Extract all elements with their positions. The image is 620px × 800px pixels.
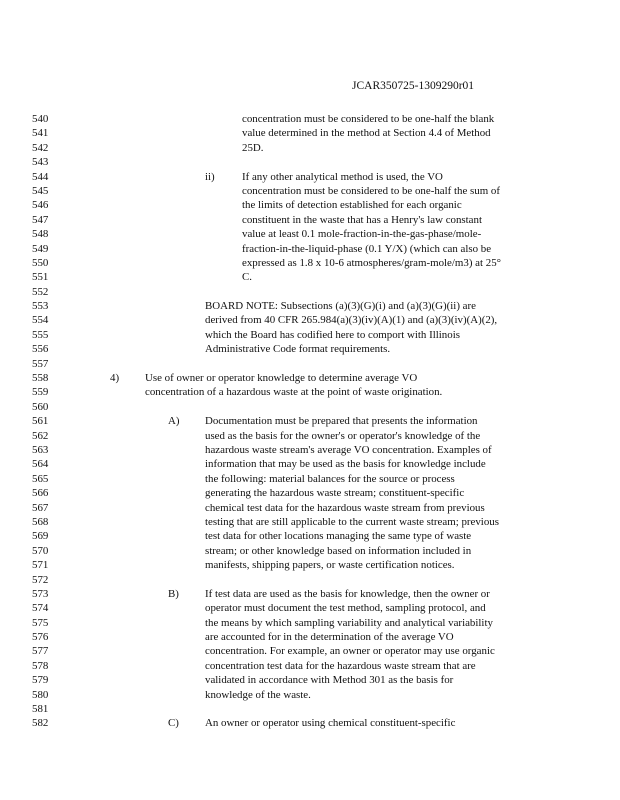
- line-text: are accounted for in the determination of the average VO: [205, 631, 454, 644]
- line-number: 582: [32, 717, 49, 730]
- subsection-label: 4): [110, 372, 120, 385]
- document-line: [0, 429, 620, 443]
- line-text: test data for other locations managing the same type of waste: [205, 530, 472, 543]
- line-text: validated in accordance with Method 301 as the basis for: [205, 674, 454, 687]
- line-number: 547: [32, 213, 49, 226]
- document-line: [0, 659, 620, 673]
- document-line: [0, 457, 620, 471]
- document-line: [0, 126, 620, 140]
- document-line: [0, 529, 620, 543]
- line-text: which the Board has codified here to comport with Illinois: [205, 328, 460, 341]
- line-number: 551: [32, 271, 49, 284]
- line-text: information that may be used as the basis for knowledge include: [205, 458, 486, 471]
- line-text: constituent in the waste that has a Henry's law constant: [242, 213, 482, 226]
- line-number: 560: [32, 400, 49, 413]
- line-number: 540: [32, 113, 49, 125]
- line-number: 552: [32, 285, 49, 298]
- line-number: 568: [32, 515, 49, 528]
- document-line: [0, 141, 620, 155]
- document-line: [0, 371, 620, 385]
- line-number: 561: [32, 415, 49, 428]
- line-text: testing that are still applicable to the current waste stream; previous: [205, 515, 499, 528]
- line-number: 543: [32, 156, 49, 169]
- document-line: [0, 112, 620, 126]
- line-text: the limits of detection established for each organic: [242, 199, 462, 212]
- line-text: derived from 40 CFR 265.984(a)(3)(iv)(A)(1) and (a)(3)(iv)(A)(2),: [205, 314, 498, 327]
- line-number: 575: [32, 616, 49, 629]
- document-line: [0, 702, 620, 716]
- document-line: [0, 587, 620, 601]
- line-number: 574: [32, 602, 49, 615]
- line-text: chemical test data for the hazardous waste stream from previous: [205, 501, 485, 514]
- line-number: 557: [32, 357, 49, 370]
- line-text: the following: material balances for the source or process: [205, 472, 455, 485]
- line-text: expressed as 1.8 x 10-6 atmospheres/gram-mole/m3) at 25°: [242, 256, 502, 269]
- line-number: 569: [32, 530, 49, 543]
- line-number: 572: [32, 573, 49, 586]
- document-line: [0, 328, 620, 342]
- line-text: concentration. For example, an owner or operator may use organic: [205, 645, 495, 658]
- document-line: [0, 256, 620, 270]
- line-text: If any other analytical method is used, the VO: [242, 170, 443, 183]
- document-line: [0, 616, 620, 630]
- line-text: manifests, shipping papers, or waste certification notices.: [205, 559, 455, 572]
- line-text: fraction-in-the-liquid-phase (0.1 Y/X) (which can also be: [242, 242, 492, 255]
- line-text: BOARD NOTE: Subsections (a)(3)(G)(i) and (a)(3)(G)(ii) are: [205, 300, 476, 313]
- document-line: [0, 716, 620, 730]
- document-line: [0, 285, 620, 299]
- line-text: stream; or other knowledge based on information included in: [205, 544, 472, 557]
- document-line: [0, 313, 620, 327]
- line-text: Administrative Code format requirements.: [205, 343, 391, 356]
- document-line: [0, 155, 620, 169]
- line-number: 563: [32, 443, 49, 456]
- document-line: [0, 573, 620, 587]
- line-number: 542: [32, 141, 49, 154]
- line-number: 571: [32, 559, 49, 572]
- line-text: knowledge of the waste.: [205, 688, 311, 701]
- line-text: Use of owner or operator knowledge to determine average VO: [145, 372, 418, 385]
- document-line: [0, 170, 620, 184]
- document-line: [0, 515, 620, 529]
- document-line: [0, 357, 620, 371]
- line-number: 565: [32, 472, 49, 485]
- line-number: 573: [32, 587, 49, 600]
- line-number: 549: [32, 242, 49, 255]
- line-text: operator must document the test method, sampling protocol, and: [205, 602, 486, 615]
- document-line: [0, 472, 620, 486]
- document-body: [0, 112, 620, 731]
- document-line: [0, 601, 620, 615]
- line-number: 559: [32, 386, 49, 399]
- document-line: [0, 299, 620, 313]
- line-number: 558: [32, 372, 49, 385]
- line-text: concentration test data for the hazardous waste stream that are: [205, 659, 476, 672]
- document-line: [0, 270, 620, 284]
- subsection-label: ii): [205, 170, 215, 183]
- line-number: 581: [32, 703, 49, 716]
- line-number: 555: [32, 328, 49, 341]
- subsection-label: C): [168, 717, 179, 730]
- line-number: 546: [32, 199, 49, 212]
- line-number: 576: [32, 631, 49, 644]
- document-line: [0, 544, 620, 558]
- line-text: 25D.: [242, 141, 264, 154]
- line-number: 577: [32, 645, 49, 658]
- document-line: [0, 242, 620, 256]
- line-text: concentration must be considered to be one-half the sum of: [242, 184, 500, 197]
- line-text: An owner or operator using chemical constituent-specific: [205, 717, 456, 730]
- document-line: [0, 558, 620, 572]
- line-number: 578: [32, 659, 49, 672]
- line-text: hazardous waste stream's average VO concentration. Examples of: [205, 443, 492, 456]
- document-line: [0, 443, 620, 457]
- document-line: [0, 673, 620, 687]
- document-line: [0, 213, 620, 227]
- document-line: [0, 342, 620, 356]
- document-line: [0, 644, 620, 658]
- line-number: 570: [32, 544, 49, 557]
- document-line: [0, 486, 620, 500]
- line-number: 567: [32, 501, 49, 514]
- line-number: 564: [32, 458, 49, 471]
- document-line: [0, 630, 620, 644]
- document-id: JCAR350725-1309290r01: [352, 80, 475, 92]
- line-text: Documentation must be prepared that presents the information: [205, 415, 478, 428]
- line-text: generating the hazardous waste stream; constituent-specific: [205, 487, 465, 500]
- line-text: the means by which sampling variability and analytical variability: [205, 616, 493, 629]
- document-line: [0, 385, 620, 399]
- line-text: value at least 0.1 mole-fraction-in-the-gas-phase/mole-: [242, 228, 482, 241]
- line-text: used as the basis for the owner's or operator's knowledge of the: [205, 429, 481, 442]
- subsection-label: A): [168, 415, 180, 428]
- line-number: 544: [32, 170, 49, 183]
- document-line: [0, 227, 620, 241]
- document-line: [0, 184, 620, 198]
- line-number: 541: [32, 127, 49, 140]
- line-number: 548: [32, 228, 49, 241]
- line-number: 579: [32, 674, 49, 687]
- subsection-label: B): [168, 587, 179, 600]
- line-number: 566: [32, 487, 49, 500]
- document-line: [0, 414, 620, 428]
- line-text: value determined in the method at Section 4.4 of Method: [242, 127, 491, 140]
- line-number: 553: [32, 300, 49, 313]
- document-line: [0, 501, 620, 515]
- document-line: [0, 688, 620, 702]
- line-number: 550: [32, 256, 49, 269]
- line-number: 580: [32, 688, 49, 701]
- line-number: 556: [32, 343, 49, 356]
- line-text: concentration must be considered to be one-half the blank: [242, 113, 495, 125]
- line-text: C.: [242, 271, 252, 284]
- line-number: 554: [32, 314, 49, 327]
- document-line: [0, 400, 620, 414]
- line-number: 545: [32, 184, 49, 197]
- line-number: 562: [32, 429, 49, 442]
- line-text: If test data are used as the basis for knowledge, then the owner or: [205, 587, 490, 600]
- document-line: [0, 198, 620, 212]
- line-text: concentration of a hazardous waste at the point of waste origination.: [145, 386, 443, 399]
